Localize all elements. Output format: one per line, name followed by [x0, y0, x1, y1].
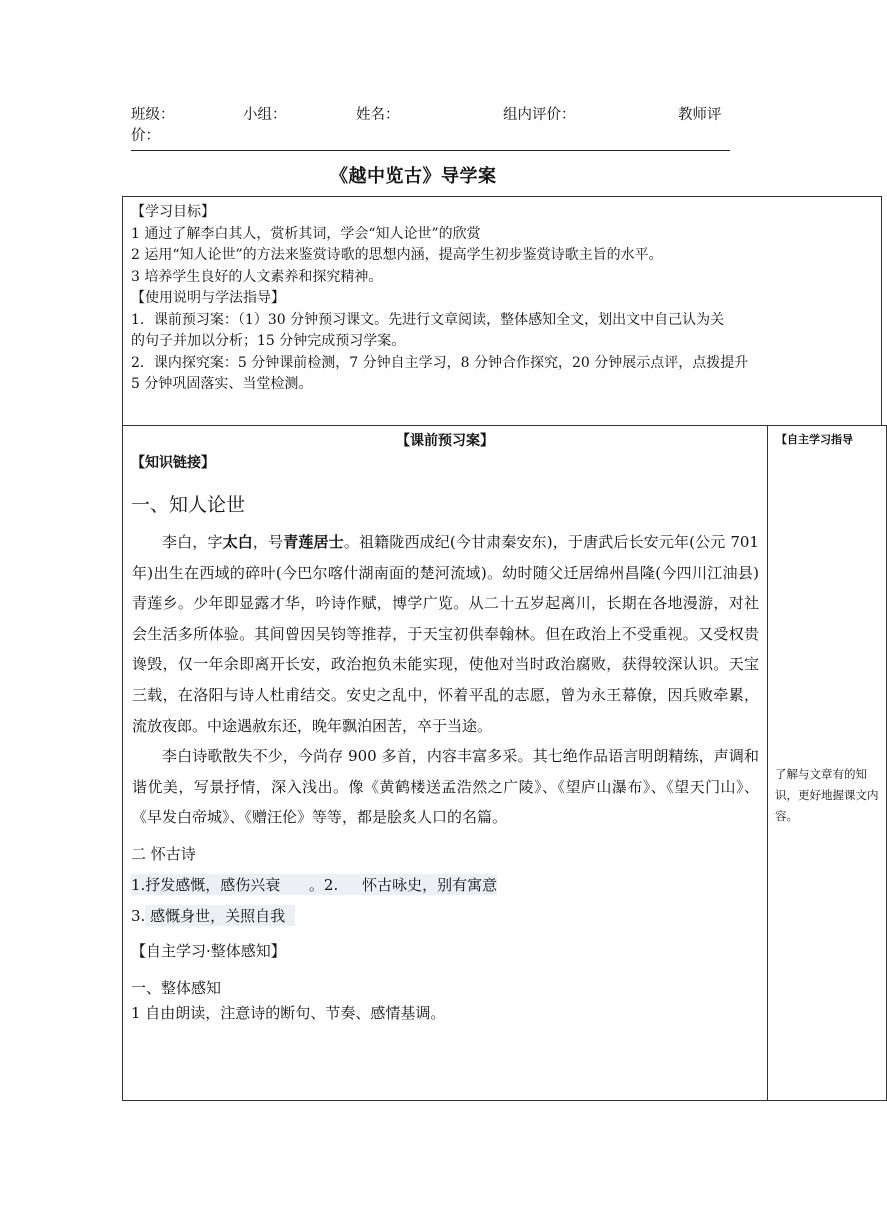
highlighted-text: 感慨身世，关照自我 — [145, 906, 295, 925]
preview-heading: 【课前预习案】 — [396, 433, 494, 449]
text-run: 李白，字 — [162, 533, 223, 551]
goal-item: 3 培养学生良好的人文素养和探究精神。 — [131, 268, 383, 285]
preview-section — [122, 425, 768, 1101]
overview-item: 1 自由朗读，注意诗的断句、节奏、感情基调。 — [131, 1003, 446, 1022]
goals-heading: 【学习目标】 — [131, 204, 215, 220]
highlight-line — [123, 874, 767, 895]
teacher-eval-label: 教师评 — [678, 107, 722, 123]
goals-box — [122, 196, 882, 426]
usage-heading: 【使用说明与学法指导】 — [131, 290, 285, 306]
page-title: 《越中览古》导学案 — [330, 166, 497, 187]
usage-line: 的句子并加以分析；15 分钟完成预习学案。 — [131, 333, 406, 349]
section-heading: 一、知人论世 — [131, 494, 246, 516]
header-divider — [131, 150, 730, 151]
guidance-heading: 【自主学习指导 — [776, 433, 853, 446]
biography-text — [123, 527, 767, 833]
usage-line: 2．课内探究案：5 分钟课前检测，7 分钟自主学习，8 分钟合作探究，20 分钟展示点评，点拨提升 — [131, 354, 749, 371]
knowledge-link-heading: 【知识链接】 — [131, 455, 215, 471]
bold-term: 青莲居士 — [283, 533, 344, 551]
bold-term: 太白 — [222, 533, 253, 551]
group-label: 小组： — [243, 107, 287, 123]
usage-line: 5 分钟巩固落实、当堂检测。 — [131, 376, 313, 392]
section-heading: 二 怀古诗 — [131, 844, 196, 863]
guidance-column — [767, 425, 887, 1101]
usage-line: 1．课前预习案：（1）30 分钟预习课文。先进行文章阅读，整体感知全文，划出文中自己认为关 — [131, 311, 725, 328]
name-label: 姓名： — [356, 107, 400, 123]
paragraph — [132, 527, 759, 741]
guidance-note: 了解与文章有的知识，更好地握课文内容。 — [775, 767, 879, 823]
overview-heading: 一、整体感知 — [131, 978, 222, 997]
goal-item: 2 运用“知人论世”的方法来鉴赏诗歌的思想内涵，提高学生初步鉴赏诗歌主旨的水平。 — [131, 247, 663, 263]
teacher-eval-label-cont: 价： — [131, 128, 160, 144]
class-label: 班级： — [131, 107, 175, 123]
highlight-line — [123, 905, 767, 926]
goal-item: 1 通过了解李白其人，赏析其词，学会“知人论世”的欣赏 — [131, 225, 481, 242]
paragraph: 李白诗歌散失不少，今尚存 900 多首，内容丰富多采。其七绝作品语言明朗精练，声调和谐优美，写景抒情，深入浅出。像《黄鹤楼送孟浩然之广陵》、《望庐山瀑布》、《望天门山》、《早发白帝城》、《赠汪伦》等等，都是脍炙人口的名篇。 — [132, 747, 759, 827]
self-study-heading: 【自主学习·整体感知】 — [131, 941, 286, 960]
text-run: 。祖籍陇西成纪(今甘肃秦安东)，于唐武后长安元年(公元 701 年)出生在西域的碎叶(今巴尔喀什湖南面的楚河流域)。幼时随父迁居绵州昌隆(今四川江油县)青莲乡。少年即显露才华，吟诗作赋，博学广览。从二十五岁起离川，长期在各地漫游，对社会生活多所体验。其间曾因吴钧等推荐，于天宝初供奉翰林。但在政治上不受重视。又受权贵谗毁，仅一年余即离开长安，政治抱负未能实现，使他对当时政治腐败，获得较深认识。天宝三载，在洛阳与诗人杜甫结交。安史之乱中，怀着平乱的志愿，曾为永王幕僚，因兵败牵累，流放夜郎。中途遇赦东还，晚年飘泊困苦，卒于当途。 — [132, 533, 759, 735]
text-run: ，号 — [252, 533, 284, 551]
highlighted-text: 1.抒发感慨，感伤兴衰 。2. 怀古咏史，别有寓意 — [131, 875, 498, 894]
group-eval-label: 组内评价： — [503, 107, 576, 123]
line-number: 3. — [131, 906, 146, 925]
header-fields — [131, 105, 731, 147]
